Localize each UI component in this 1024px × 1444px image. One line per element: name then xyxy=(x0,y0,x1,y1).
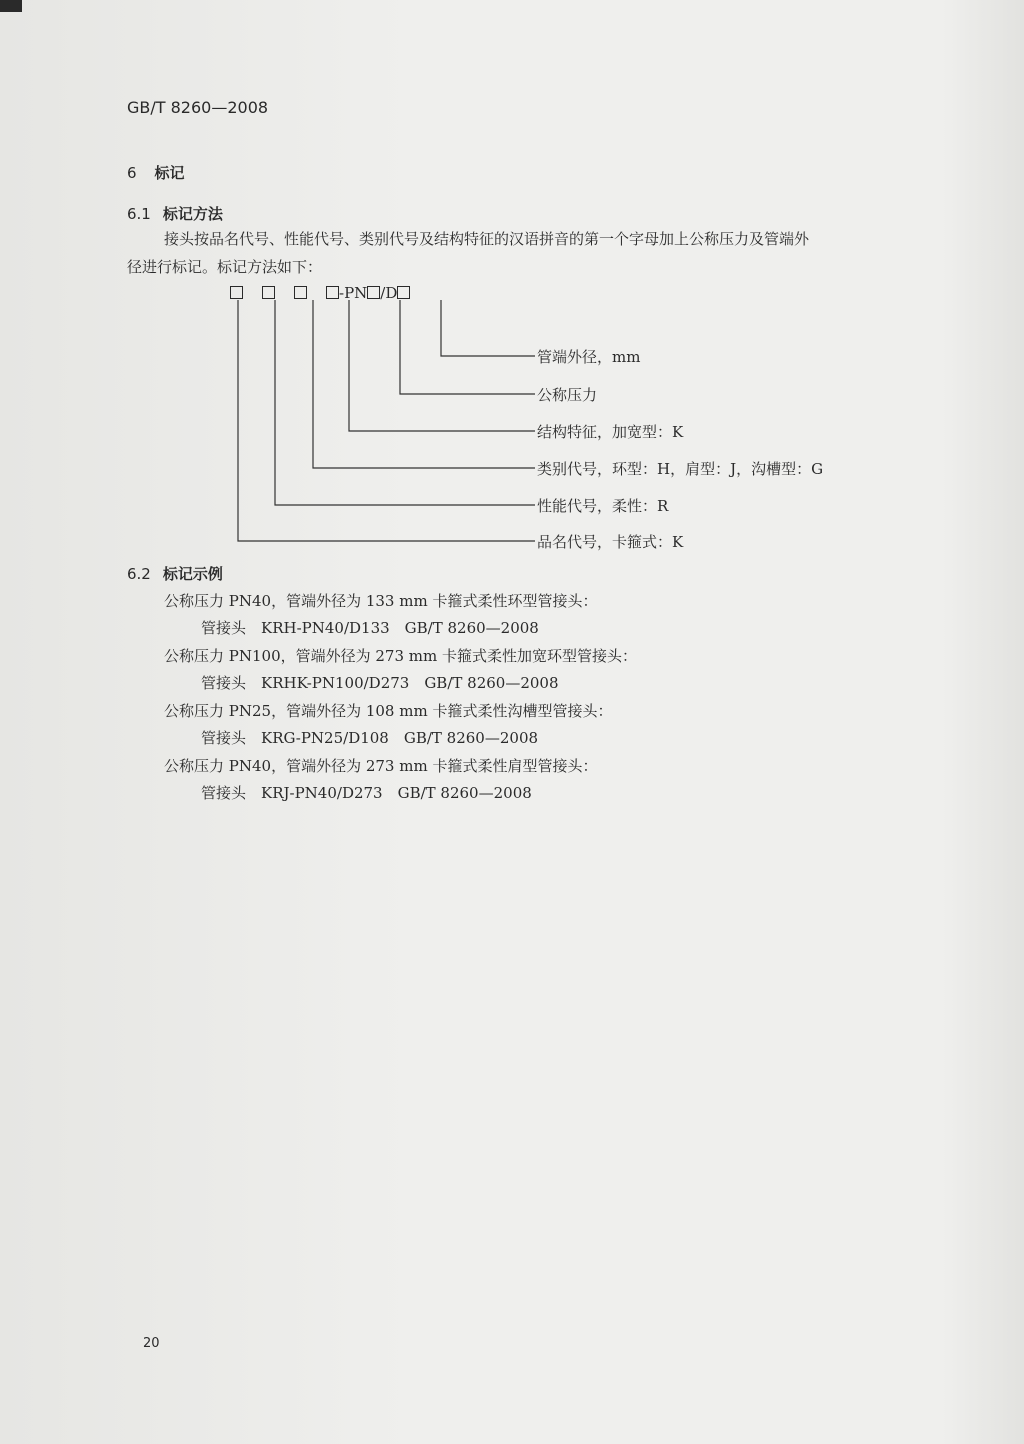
formula-slash-d-text: /D xyxy=(380,284,398,302)
example-2-mark: 管接头 KRHK-PN100/D273 GB/T 8260—2008 xyxy=(201,674,559,692)
example-4-mark: 管接头 KRJ-PN40/D273 GB/T 8260—2008 xyxy=(201,784,532,802)
section-6-2-number: 6.2 xyxy=(127,565,151,583)
leader-performance xyxy=(275,300,535,505)
standard-code-header: GB/T 8260—2008 xyxy=(127,98,269,117)
page-number: 20 xyxy=(143,1336,160,1351)
section-6-2-heading xyxy=(127,563,223,584)
legend-performance: 性能代号，柔性：R xyxy=(537,497,669,515)
example-4-description: 公称压力 PN40，管端外径为 273 mm 卡箍式柔性肩型管接头： xyxy=(164,757,598,775)
example-2-description: 公称压力 PN100，管端外径为 273 mm 卡箍式柔性加宽环型管接头： xyxy=(164,647,638,665)
legend-structure: 结构特征，加宽型：K xyxy=(537,423,684,441)
legend-nominal-pressure: 公称压力 xyxy=(537,386,598,404)
example-3-mark: 管接头 KRG-PN25/D108 GB/T 8260—2008 xyxy=(201,729,539,747)
section-6-1-number: 6.1 xyxy=(127,205,151,223)
leader-structure xyxy=(349,300,535,431)
section-6-title: 标记 xyxy=(154,164,185,182)
leader-category xyxy=(313,300,535,468)
example-1-description: 公称压力 PN40，管端外径为 133 mm 卡箍式柔性环型管接头： xyxy=(164,592,598,610)
legend-category: 类别代号，环型：H，肩型：J，沟槽型：G xyxy=(537,460,824,478)
legend-product: 品名代号，卡箍式：K xyxy=(537,533,684,551)
example-3-description: 公称压力 PN25，管端外径为 108 mm 卡箍式柔性沟槽型管接头： xyxy=(164,702,613,720)
section-6-1-paragraph-line-2: 径进行标记。标记方法如下： xyxy=(127,258,323,276)
section-6-1-title: 标记方法 xyxy=(162,205,223,223)
section-6-number: 6 xyxy=(127,164,137,182)
legend-outer-diameter: 管端外径，mm xyxy=(537,348,641,366)
section-6-2-title: 标记示例 xyxy=(162,565,223,583)
leader-nominal-pressure xyxy=(400,300,535,394)
leader-outer-diameter xyxy=(441,300,535,356)
formula-pn-text: -PN xyxy=(339,284,368,302)
section-6-1-paragraph-line-1: 接头按品名代号、性能代号、类别代号及结构特征的汉语拼音的第一个字母加上公称压力及管端外 xyxy=(164,230,810,248)
marking-leader-lines xyxy=(0,0,1024,600)
example-1-mark: 管接头 KRH-PN40/D133 GB/T 8260—2008 xyxy=(201,619,539,637)
